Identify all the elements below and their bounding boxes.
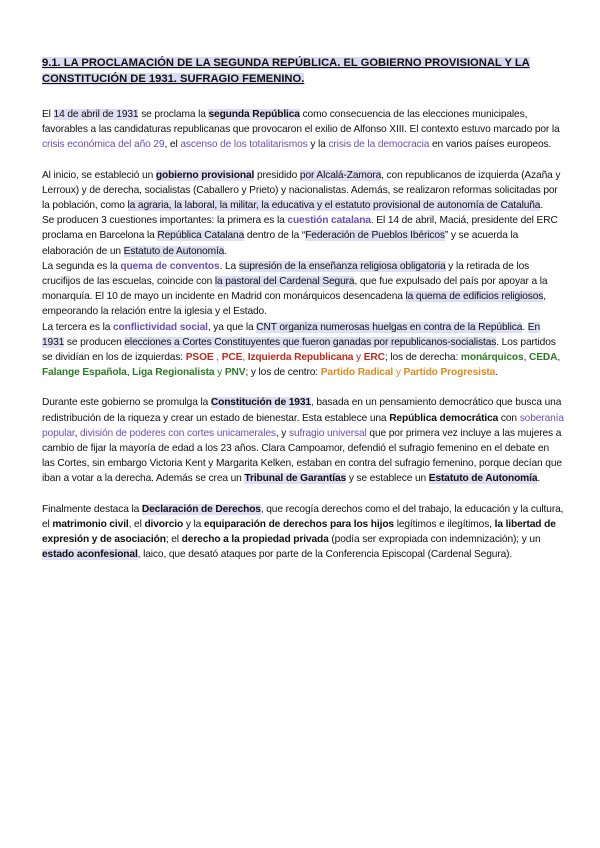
text: , <box>74 427 81 439</box>
paragraph-proclamation <box>42 107 564 153</box>
separator: y <box>393 367 404 379</box>
term-estatuto: Estatuto de Autonomía <box>123 245 225 257</box>
term-libertad: la libertad de expresión y de asociación <box>42 518 556 546</box>
text: ” y se acuerda la elaboración de un <box>42 230 519 257</box>
text: Se producen 3 cuestiones importantes: la primera es la <box>42 215 288 227</box>
term-sufragio: sufragio universal <box>289 427 367 439</box>
text: , el <box>128 518 145 530</box>
paragraph-social-conflict <box>42 320 564 381</box>
separator: , <box>126 367 133 379</box>
term-aconfesional: estado aconfesional <box>42 549 138 561</box>
paragraph-constitution <box>42 395 564 486</box>
separator: , <box>523 352 529 364</box>
term-totalitarismos: ascenso de los totalitarismos <box>180 139 308 151</box>
text: . <box>540 200 544 212</box>
text: , que recogía derechos como el del trabajo, la educación y la cultura, el <box>42 503 564 530</box>
text: en varios países europeos. <box>429 139 552 151</box>
term-republica-democratica: República democrática <box>389 412 499 424</box>
text: , basada en un pensamiento democrático que busca una redistribución de la riqueza y crear un estado de bienestar. Esta establece una <box>42 397 562 424</box>
term-divorcio: divorcio <box>144 518 184 530</box>
document-title <box>42 56 564 87</box>
party-radical: Partido Radical <box>320 367 394 379</box>
term-elecciones: elecciones a Cortes Constituyentes <box>124 336 280 348</box>
text: con <box>498 412 520 424</box>
term-pastoral: la pastoral del Cardenal Segura <box>214 276 355 288</box>
party-monarquicos: monárquicos <box>460 352 524 364</box>
party-ceda: CEDA <box>528 352 558 364</box>
text: como consecuencia de las elecciones municipales, favorables a las candidaturas republicanas que provocaron el exilio de Alfonso XIII. El contexto estuvo marcado por la <box>42 109 560 136</box>
party-progresista: Partido Progresista <box>403 367 496 379</box>
party-pce: PCE <box>221 352 243 364</box>
text: (podía ser expropiada con indemnización); y un <box>328 534 541 546</box>
text: dentro de la “ <box>244 230 306 242</box>
text: se producen <box>64 336 125 348</box>
text: . La <box>219 260 239 272</box>
term-constitucion: Constitución de 1931 <box>210 397 311 409</box>
text: y se establece un <box>346 473 429 485</box>
text: . <box>537 473 541 485</box>
paragraph-rights <box>42 502 564 563</box>
text: Finalmente destaca la <box>42 503 142 515</box>
text: Durante este gobierno se promulga la <box>42 397 211 409</box>
term-federacion: Federación de Pueblos Ibéricos <box>305 230 445 242</box>
separator: , <box>213 352 222 364</box>
separator: y <box>214 367 225 379</box>
text: y la <box>307 139 329 151</box>
date-highlight: 14 de abril de 1931 <box>53 109 139 120</box>
term-segunda-republica: segunda República <box>208 109 300 120</box>
term-cuestion-catalana: cuestión catalana <box>287 215 371 227</box>
text: . Los partidos se dividían en los de izquierdas: <box>42 336 556 364</box>
term-equiparacion: equiparación de derechos para los hijos <box>203 518 394 530</box>
term-matrimonio: matrimonio civil <box>52 518 129 530</box>
party-pnv: PNV <box>224 367 246 379</box>
text: se proclama la <box>138 109 209 120</box>
text: , laico, que desató ataques por parte de la Conferencia Episcopal (Cardenal Segura). <box>137 549 513 561</box>
text: , que fue expulsado del país por apoyar a la monarquía. El 10 de mayo un incidente en Madrid con monárquicos desencadena <box>42 276 548 303</box>
text: . El 14 de abril, Maciá, presidente del ERC proclama en Barcelona la <box>42 215 558 242</box>
text: , ya que la <box>207 321 257 333</box>
term-conflictividad: conflictividad social <box>113 321 208 333</box>
term-quema-edificios: la quema de edificios religiosos <box>405 291 544 303</box>
term-propiedad: derecho a la propiedad privada <box>181 534 329 546</box>
term-cnt: CNT organiza numerosas huelgas en contra de la República <box>256 321 523 333</box>
separator: y <box>353 352 364 364</box>
term-republica-catalana: República Catalana <box>157 230 245 242</box>
text: Al inicio, se estableció un <box>42 169 156 181</box>
separator: , <box>242 352 248 364</box>
text: , con republicanos de izquierda (Azaña y Lerroux) y de derecha, socialistas (Caballero y Prieto) y nacionalistas. Además, se realizaron reformas solicitadas por la población, como <box>42 169 561 212</box>
paragraph-burning-convents <box>42 259 564 320</box>
term-declaracion: Declaración de Derechos <box>141 503 261 515</box>
term-division-poderes: división de poderes con cortes unicamerales <box>80 427 276 439</box>
text: presidido <box>254 169 300 181</box>
term-crisis-democracia: crisis de la democracia <box>328 139 430 151</box>
party-falange: Falange Española <box>42 367 127 379</box>
document-page <box>42 56 564 562</box>
term-tribunal: Tribunal de Garantías <box>244 473 347 485</box>
text: , y <box>275 427 289 439</box>
text: y la retirada de los crucifijos de las escuelas, coincide con <box>42 260 530 288</box>
term-quema-conventos: quema de conventos <box>120 260 220 272</box>
text: , empeorando la relación entre la iglesia y el Estado. <box>42 291 546 318</box>
title-text: 9.1. LA PROCLAMACIÓN DE LA SEGUNDA REPÚBLICA. EL GOBIERNO PROVISIONAL Y LA CONSTITUCIÓN DE 1931. SUFRAGIO FEMENINO. <box>42 57 530 85</box>
text: legítimos e ilegítimos, <box>393 518 495 530</box>
text: ; los de derecha: <box>384 352 461 364</box>
paragraph-catalan-question <box>42 213 564 259</box>
text: y la <box>183 518 204 530</box>
text: . <box>495 367 498 379</box>
term-reformas: la agraria, la laboral, la militar, la educativa y el estatuto provisional de autonomía de Cataluña <box>127 200 541 212</box>
text: . <box>522 321 528 333</box>
term-1931: En 1931 <box>42 321 540 348</box>
text: ; y los de centro: <box>245 367 321 379</box>
party-izquierda-republicana: Izquierda Republicana <box>247 352 354 364</box>
text: que por primera vez incluye a las mujeres a cambio de fijar la mayoría de edad a los 23 años. Clara Campoamor, defendió el sufragio femenino en el debate en las Cortes, sin embargo Victoria Kent y Margarita Kelken, estaban en contra del sufragio femenino, porque decían que iban a votar a la derecha. Además se crea un <box>42 427 562 485</box>
term-supresion: supresión de la enseñanza religiosa obligatoria <box>238 260 446 272</box>
term-estatuto-autonomia: Estatuto de Autonomía <box>428 473 538 485</box>
party-liga-regionalista: Liga Regionalista <box>132 367 215 379</box>
text: La segunda es la <box>42 260 121 272</box>
text: La tercera es la <box>42 321 114 333</box>
term-soberania: soberanía popular <box>42 412 564 439</box>
text: . <box>224 245 227 257</box>
term-crisis-economica: crisis económica del año 29 <box>42 139 165 151</box>
party-psoe: PSOE <box>185 352 214 364</box>
party-erc: ERC <box>363 352 385 364</box>
term-gobierno-provisional: gobierno provisional <box>155 169 255 181</box>
separator: , <box>557 352 561 364</box>
term-alcala-zamora: por Alcalá-Zamora <box>299 169 382 181</box>
paragraph-provisional-government <box>42 168 564 214</box>
text: El <box>42 109 54 120</box>
term-republicanos-socialistas: que fueron ganadas por republicanos-socialistas <box>279 336 497 348</box>
text: , el <box>164 139 181 151</box>
text: ; el <box>165 534 182 546</box>
